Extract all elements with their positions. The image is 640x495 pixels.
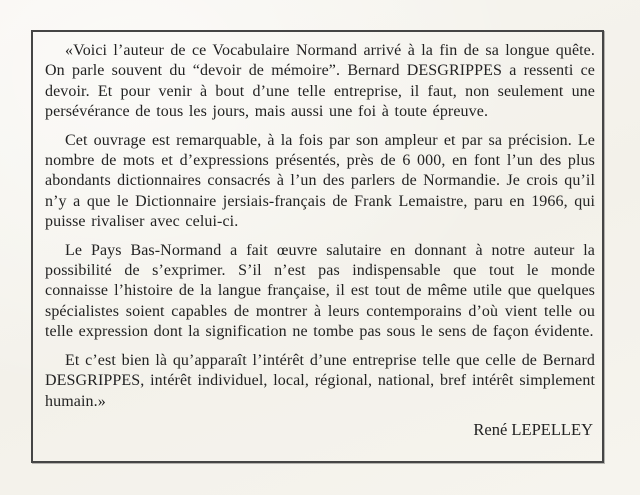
quote-paragraph-4: Et c’est bien là qu’apparaît l’intérêt d’une entreprise telle que celle de Bernard DESGRIPPES, intérêt individuel, local, régional, national, bref intérêt simplement humain.»	[45, 351, 595, 410]
quote-paragraph-3: Le Pays Bas-Normand a fait œuvre salutaire en donnant à notre auteur la possibilité de s’exprimer. S’il n’est pas indispensable que tout le monde connaisse l’histoire de la langue française, il est tout de même utile que quelques spécialistes soient capables de montrer à leurs contemporains d’où vient telle ou telle expression dont la signification ne tombe pas sous le sens de façon évidente.	[45, 241, 595, 341]
quote-paragraph-2: Cet ouvrage est remarquable, à la fois par son ampleur et par sa précision. Le nombre de mots et d’expressions présentés, près de 6 000, en font l’un des plus abondants dictionnaires consacrés à l’un des parlers de Normandie. Je crois qu’il n’y a que le Dictionnaire jersiais-français de Frank Lemaistre, paru en 1966, qui puisse rivaliser avec celui-ci.	[45, 131, 595, 231]
quote-paragraph-1: «Voici l’auteur de ce Vocabulaire Normand arrivé à la fin de sa longue quête. On parle souvent du “devoir de mémoire”. Bernard DESGRIPPES a ressenti ce devoir. Et pour venir à bout d’une telle entreprise, il faut, non seulement une persévérance de tous les jours, mais aussi une foi à toute épreuve.	[45, 42, 595, 121]
quote-frame	[31, 30, 604, 463]
author-signature: René LEPELLEY	[473, 419, 593, 439]
